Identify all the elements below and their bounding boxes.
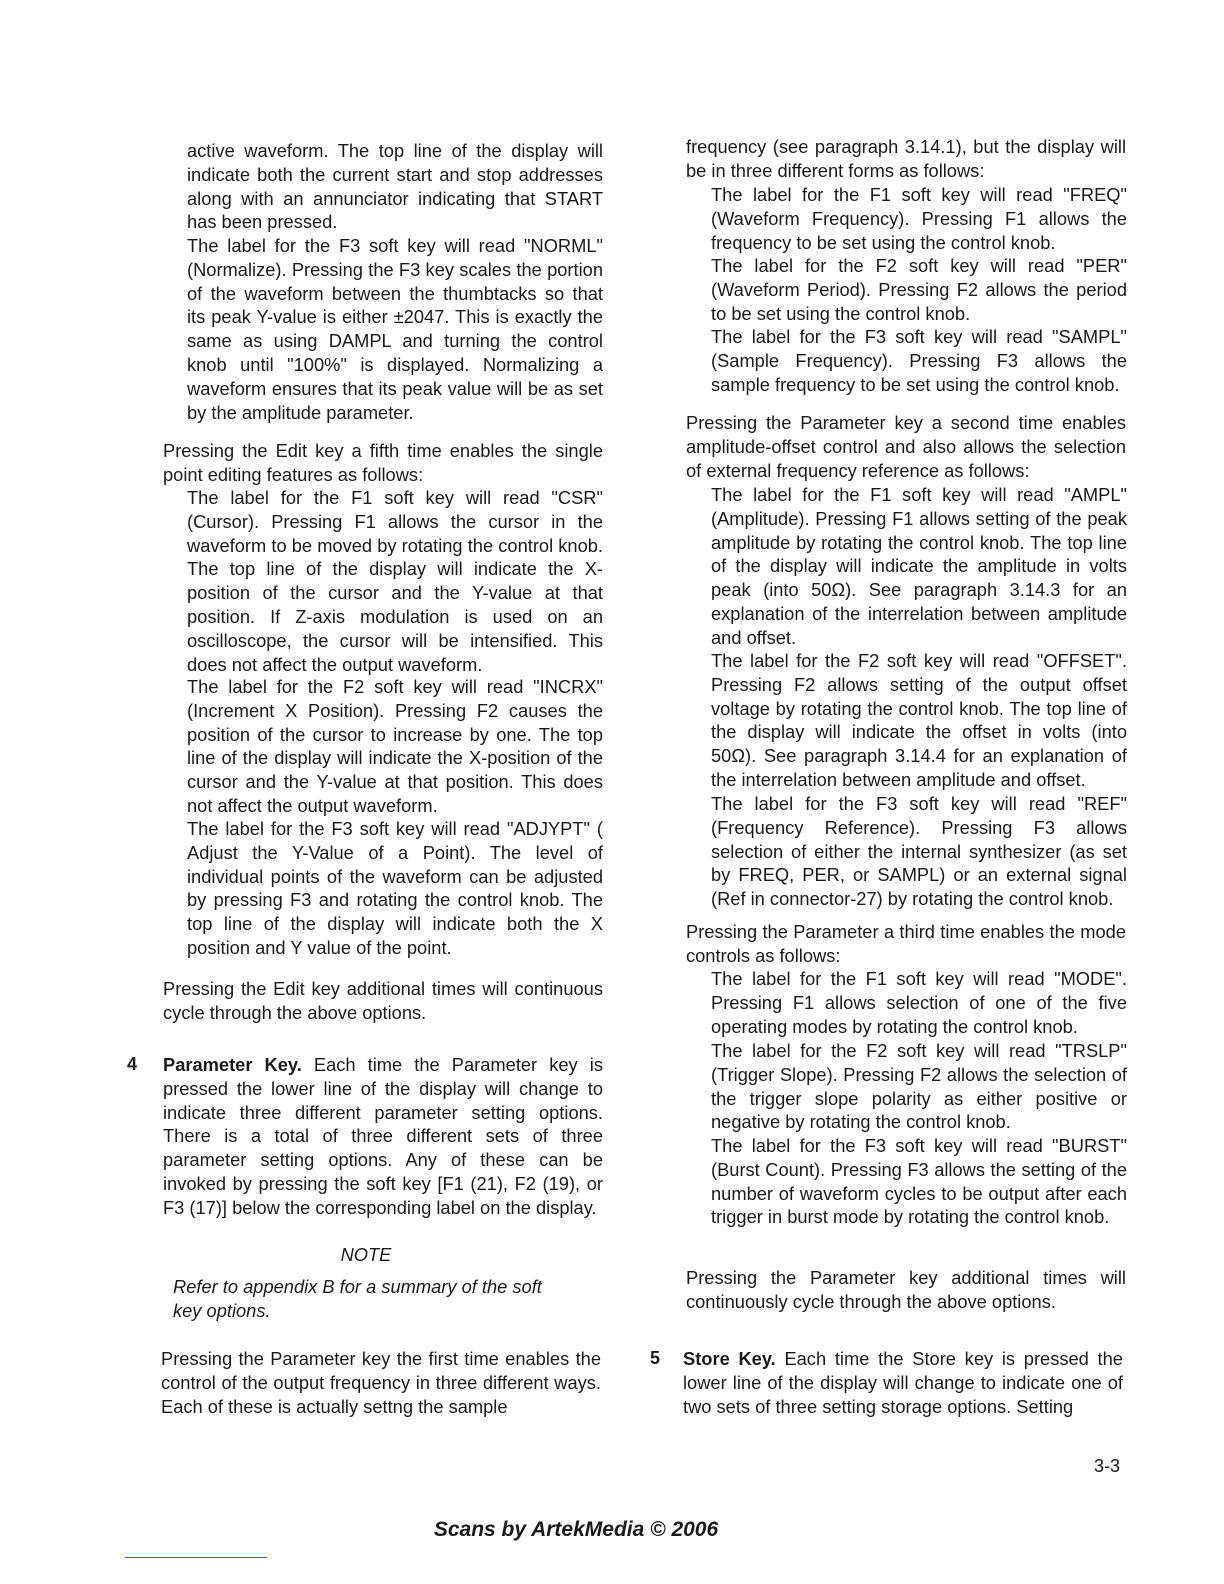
section-title: Store Key.: [683, 1348, 776, 1369]
parameter-key-section: [163, 1053, 603, 1220]
paragraph-cursor: The label for the F1 soft key will read "CSR" (Cursor). Pressing F1 allows the cursor in the waveform to be moved by rotating the control knob. The top line of the display will indicate the X-position of the cursor and the Y-value at that position. If Z-axis modulation is used on an oscilloscope, the cursor will be intensified. This does not affect the output waveform.: [187, 487, 603, 675]
section-text: Each time the Store key is pressed the lower line of the display will change to indicate one of two sets of three setting storage options. Setting: [683, 1348, 1123, 1417]
store-key-section: [683, 1347, 1123, 1418]
paragraph-offset: The label for the F2 soft key will read "OFFSET". Pressing F2 allows setting of the output offset voltage by rotating the control knob. The top line of the display will indicate the offset in volts (into 50Ω). See paragraph 3.14.4 for an explanation of the interrelation between amplitude and offset.: [711, 650, 1127, 790]
paragraph-incrx: The label for the F2 soft key will read "INCRX" (Increment X Position). Pressing F2 causes the position of the cursor to increase by one. The top line of the display will indicate the X-position of the cursor and the Y-value at that position. This does not affect the output waveform.: [187, 676, 603, 816]
page-number: 3-3: [1094, 1456, 1121, 1476]
paragraph-adjypt: The label for the F3 soft key will read "ADJYPT" ( Adjust the Y-Value of a Point). The level of individual points of the waveform can be adjusted by pressing F3 and rotating the control knob. The top line of the display will indicate both the X position and Y value of the point.: [187, 818, 603, 958]
paragraph-sampl: The label for the F3 soft key will read "SAMPL" (Sample Frequency). Pressing F3 allows the sample frequency to be set using the control knob.: [711, 326, 1127, 395]
paragraph: Pressing the Parameter key a second time enables amplitude-offset control and also allows the selection of external frequency reference as follows:: [686, 412, 1126, 481]
paragraph-normalize: The label for the F3 soft key will read "NORML" (Normalize). Pressing the F3 key scales the portion of the waveform between the thumbtacks so that its peak Y-value is either ±2047. This is exactly the same as using DAMPL and turning the control knob until "100%" is displayed. Normalizing a waveform ensures that its peak value will be as set by the amplitude parameter.: [187, 235, 603, 423]
scan-credit-footer: Scans by ArtekMedia © 2006: [433, 1518, 719, 1541]
section-text: Each time the Parameter key is pressed the lower line of the display will change to indicate three different parameter setting options. There is a total of three different sets of three parameter setting options. Any of these can be invoked by pressing the soft key [F1 (21), F2 (19), or F3 (17)] below the corresponding label on the display.: [163, 1054, 603, 1218]
note-text: Refer to appendix B for a summary of the soft key options.: [173, 1276, 542, 1321]
paragraph-burst: The label for the F3 soft key will read "BURST" (Burst Count). Pressing F3 allows the setting of the number of waveform cycles to be output after each trigger in burst mode by rotating the control knob.: [711, 1135, 1127, 1228]
paragraph: Pressing the Parameter key the first time enables the control of the output frequency in three different ways. Each of these is actually settng the sample: [161, 1348, 601, 1417]
divider-line: [125, 1557, 267, 1558]
item-number: 4: [127, 1054, 138, 1074]
paragraph: Pressing the Parameter key additional times will continuously cycle through the above options.: [686, 1267, 1126, 1312]
paragraph-freq: The label for the F1 soft key will read "FREQ" (Waveform Frequency). Pressing F1 allows the frequency to be set using the control knob.: [711, 184, 1127, 253]
paragraph: Pressing the Edit key a fifth time enables the single point editing features as follows:: [163, 440, 603, 485]
paragraph-trslp: The label for the F2 soft key will read "TRSLP" (Trigger Slope). Pressing F2 allows the selection of the trigger slope polarity as either positive or negative by rotating the control knob.: [711, 1040, 1127, 1133]
section-title: Parameter Key.: [163, 1054, 302, 1075]
paragraph-per: The label for the F2 soft key will read "PER" (Waveform Period). Pressing F2 allows the period to be set using the control knob.: [711, 255, 1127, 324]
paragraph-ref: The label for the F3 soft key will read "REF" (Frequency Reference). Pressing F3 allows selection of either the internal synthesizer (as set by FREQ, PER, or SAMPL) or an external signal (Ref in connector-27) by rotating the control knob.: [711, 793, 1127, 910]
paragraph: frequency (see paragraph 3.14.1), but the display will be in three different forms as follows:: [686, 136, 1126, 181]
paragraph-mode: The label for the F1 soft key will read "MODE". Pressing F1 allows selection of one of the five operating modes by rotating the control knob.: [711, 968, 1127, 1037]
item-number: 5: [650, 1348, 661, 1368]
paragraph: Pressing the Parameter a third time enables the mode controls as follows:: [686, 921, 1126, 966]
paragraph: Pressing the Edit key additional times will continuous cycle through the above options.: [163, 978, 603, 1023]
paragraph: active waveform. The top line of the display will indicate both the current start and stop addresses along with an annunciator indicating that START has been pressed.: [187, 140, 603, 233]
paragraph-ampl: The label for the F1 soft key will read "AMPL" (Amplitude). Pressing F1 allows setting of the peak amplitude by rotating the control knob. The top line of the display will indicate the amplitude in volts peak (into 50Ω). See paragraph 3.14.3 for an explanation of the interrelation between amplitude and offset.: [711, 484, 1127, 648]
note-heading: NOTE: [340, 1244, 392, 1265]
